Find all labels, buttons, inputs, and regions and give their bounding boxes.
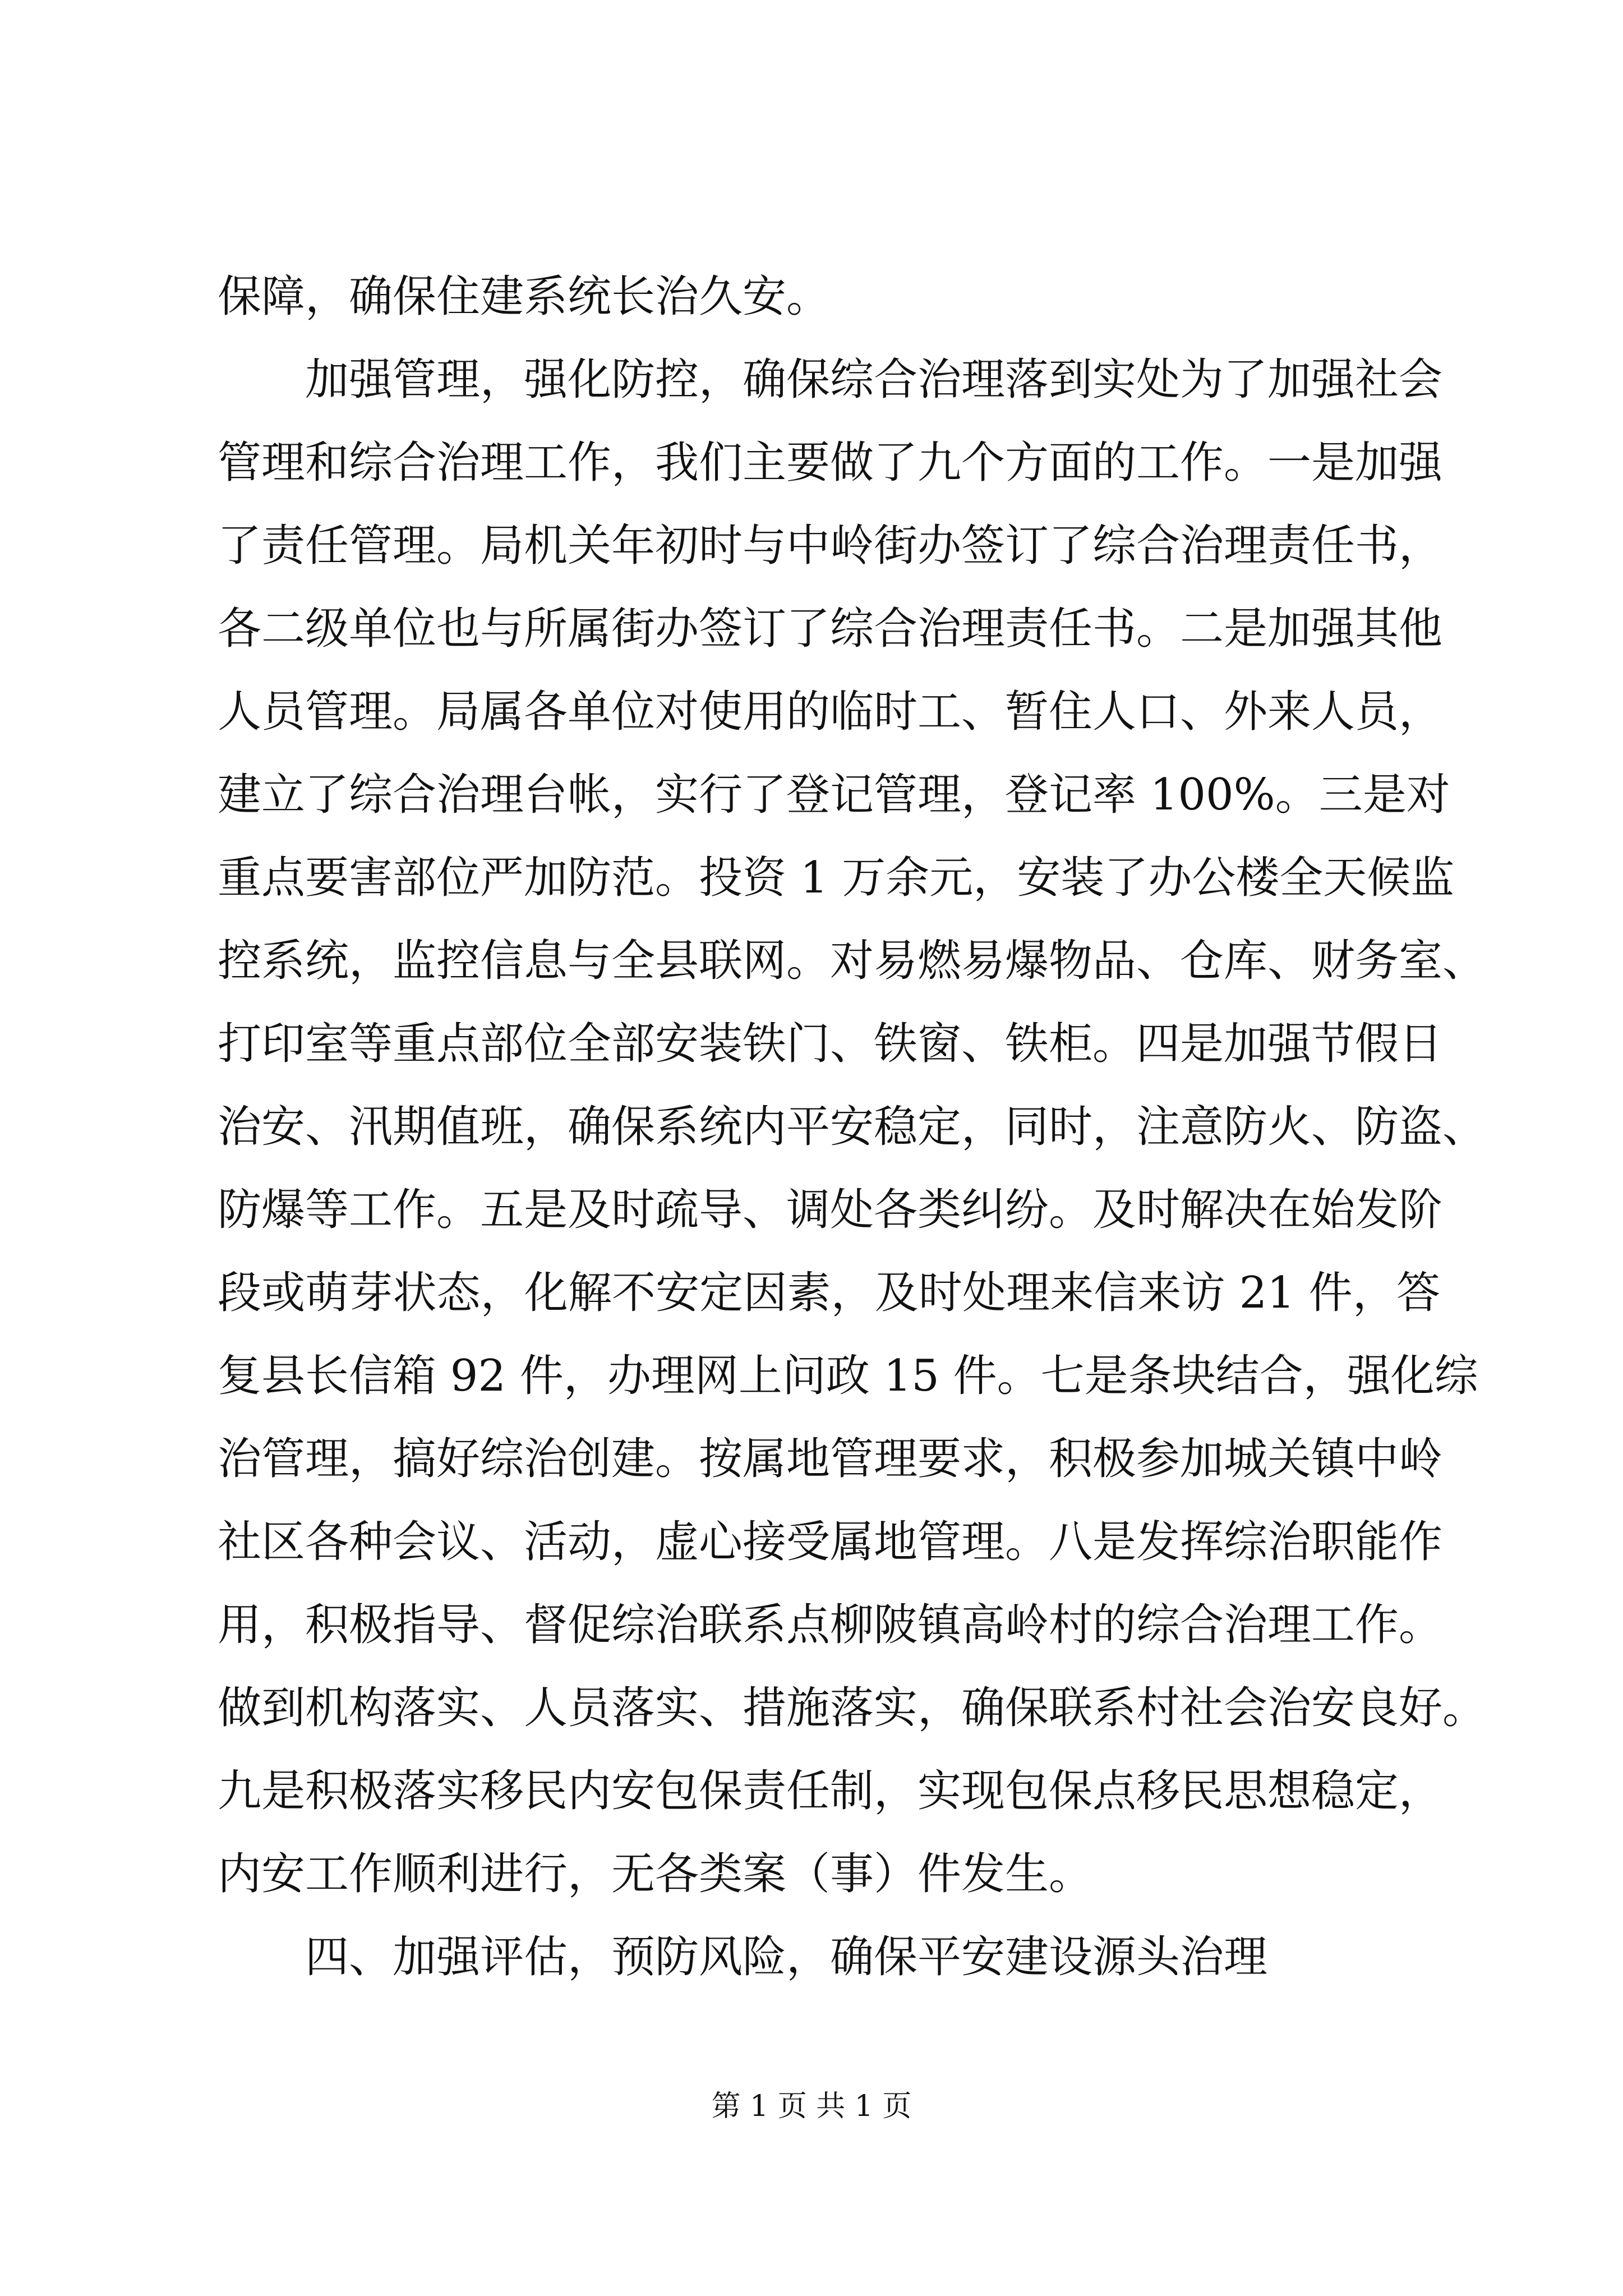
text-line: 加强管理，强化防控，确保综合治理落到实处为了加强社会: [305, 355, 1443, 405]
text-line: 保障，确保住建系统长治久安。: [218, 272, 831, 322]
text-line: 治管理，搞好综治创建。按属地管理要求，积极参加城关镇中岭: [218, 1434, 1443, 1484]
text-line: 段或萌芽状态，化解不安定因素，及时处理来信来访 21 件，答: [218, 1268, 1440, 1318]
text-line: 九是积极落实移民内安包保责任制，实现包保点移民思想稳定，: [218, 1766, 1443, 1816]
text-line: 防爆等工作。五是及时疏导、调处各类纠纷。及时解决在始发阶: [218, 1185, 1443, 1235]
text-line: 管理和综合治理工作，我们主要做了九个方面的工作。一是加强: [218, 438, 1443, 488]
text-line: 打印室等重点部位全部安装铁门、铁窗、铁柜。四是加强节假日: [218, 1019, 1443, 1069]
document-body: [218, 255, 1487, 1999]
text-line: 复县长信箱 92 件，办理网上问政 15 件。七是条块结合，强化综: [218, 1351, 1478, 1401]
section-heading: 四、加强评估，预防风险，确保平安建设源头治理: [305, 1932, 1268, 1982]
text-line: 建立了综合治理台帐，实行了登记管理，登记率 100%。三是对: [218, 770, 1450, 820]
text-line: 了责任管理。局机关年初时与中岭街办签订了综合治理责任书，: [218, 521, 1443, 571]
text-line: 各二级单位也与所属街办签订了综合治理责任书。二是加强其他: [218, 604, 1443, 654]
page-footer: 第 1 页 共 1 页: [711, 2090, 912, 2123]
text-line: 社区各种会议、活动，虚心接受属地管理。八是发挥综治职能作: [218, 1517, 1443, 1567]
text-line: 做到机构落实、人员落实、措施落实，确保联系村社会治安良好。: [218, 1683, 1487, 1733]
text-line: 内安工作顺利进行，无各类案（事）件发生。: [218, 1849, 1093, 1899]
text-line: 重点要害部位严加防范。投资 1 万余元，安装了办公楼全天候监: [218, 853, 1455, 903]
text-line: 用，积极指导、督促综治联系点柳陂镇高岭村的综合治理工作。: [218, 1600, 1443, 1650]
text-line: 控系统，监控信息与全县联网。对易燃易爆物品、仓库、财务室、: [218, 936, 1487, 986]
text-line: 人员管理。局属各单位对使用的临时工、暂住人口、外来人员，: [218, 687, 1443, 737]
text-line: 治安、汛期值班，确保系统内平安稳定，同时，注意防火、防盗、: [218, 1102, 1487, 1152]
